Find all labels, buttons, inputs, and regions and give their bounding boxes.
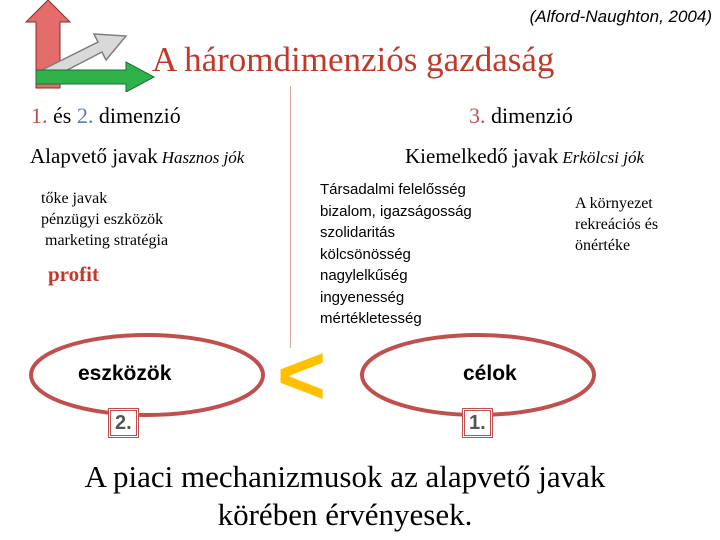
means-label: eszközök bbox=[78, 362, 172, 385]
moral-goods-label: Erkölcsi jók bbox=[562, 148, 645, 167]
profit-label: profit bbox=[48, 262, 99, 286]
list-item: ingyenesség bbox=[320, 288, 405, 306]
list-item: önértéke bbox=[575, 237, 631, 254]
list-item: bizalom, igazságosság bbox=[320, 202, 472, 220]
list-item: nagylelkűség bbox=[320, 267, 408, 284]
list-item: mértékletesség bbox=[320, 310, 422, 327]
basic-goods-label: Alapvető javak bbox=[30, 144, 158, 168]
page-title: A háromdimenziós gazdaság bbox=[152, 40, 555, 79]
list-item: tőke javak bbox=[41, 190, 108, 207]
list-item: marketing stratégia bbox=[45, 232, 169, 249]
less-than-sign: < bbox=[277, 328, 327, 422]
list-item: kölcsönösség bbox=[320, 245, 411, 263]
citation: (Alford-Naughton, 2004) bbox=[529, 7, 712, 26]
dimension-right-text: dimenzió bbox=[485, 103, 573, 128]
dimension-1-label: 1. bbox=[31, 103, 48, 128]
conclusion-line-1: A piaci mechanizmusok az alapvető javak bbox=[84, 459, 606, 494]
dimension-and: és bbox=[47, 103, 77, 128]
eminent-goods-label: Kiemelkedő javak bbox=[405, 144, 559, 168]
useful-goods-label: Hasznos jók bbox=[161, 148, 245, 167]
dimension-3-label: 3. bbox=[469, 103, 486, 128]
goals-label: célok bbox=[463, 362, 517, 385]
list-item: pénzügyi eszközök bbox=[41, 211, 164, 228]
list-item: rekreációs és bbox=[575, 216, 659, 233]
conclusion-line-2: körében érvényesek. bbox=[217, 497, 473, 532]
badge-2: 2. bbox=[108, 408, 139, 438]
badge-1: 1. bbox=[462, 408, 493, 438]
conclusion bbox=[0, 458, 690, 534]
list-item: A környezet bbox=[575, 195, 653, 212]
list-item: szolidaritás bbox=[320, 224, 396, 241]
dimension-2-label: 2. bbox=[76, 103, 94, 128]
dimension-left-text: dimenzió bbox=[93, 103, 181, 128]
list-item: Társadalmi felelősség bbox=[320, 181, 466, 198]
